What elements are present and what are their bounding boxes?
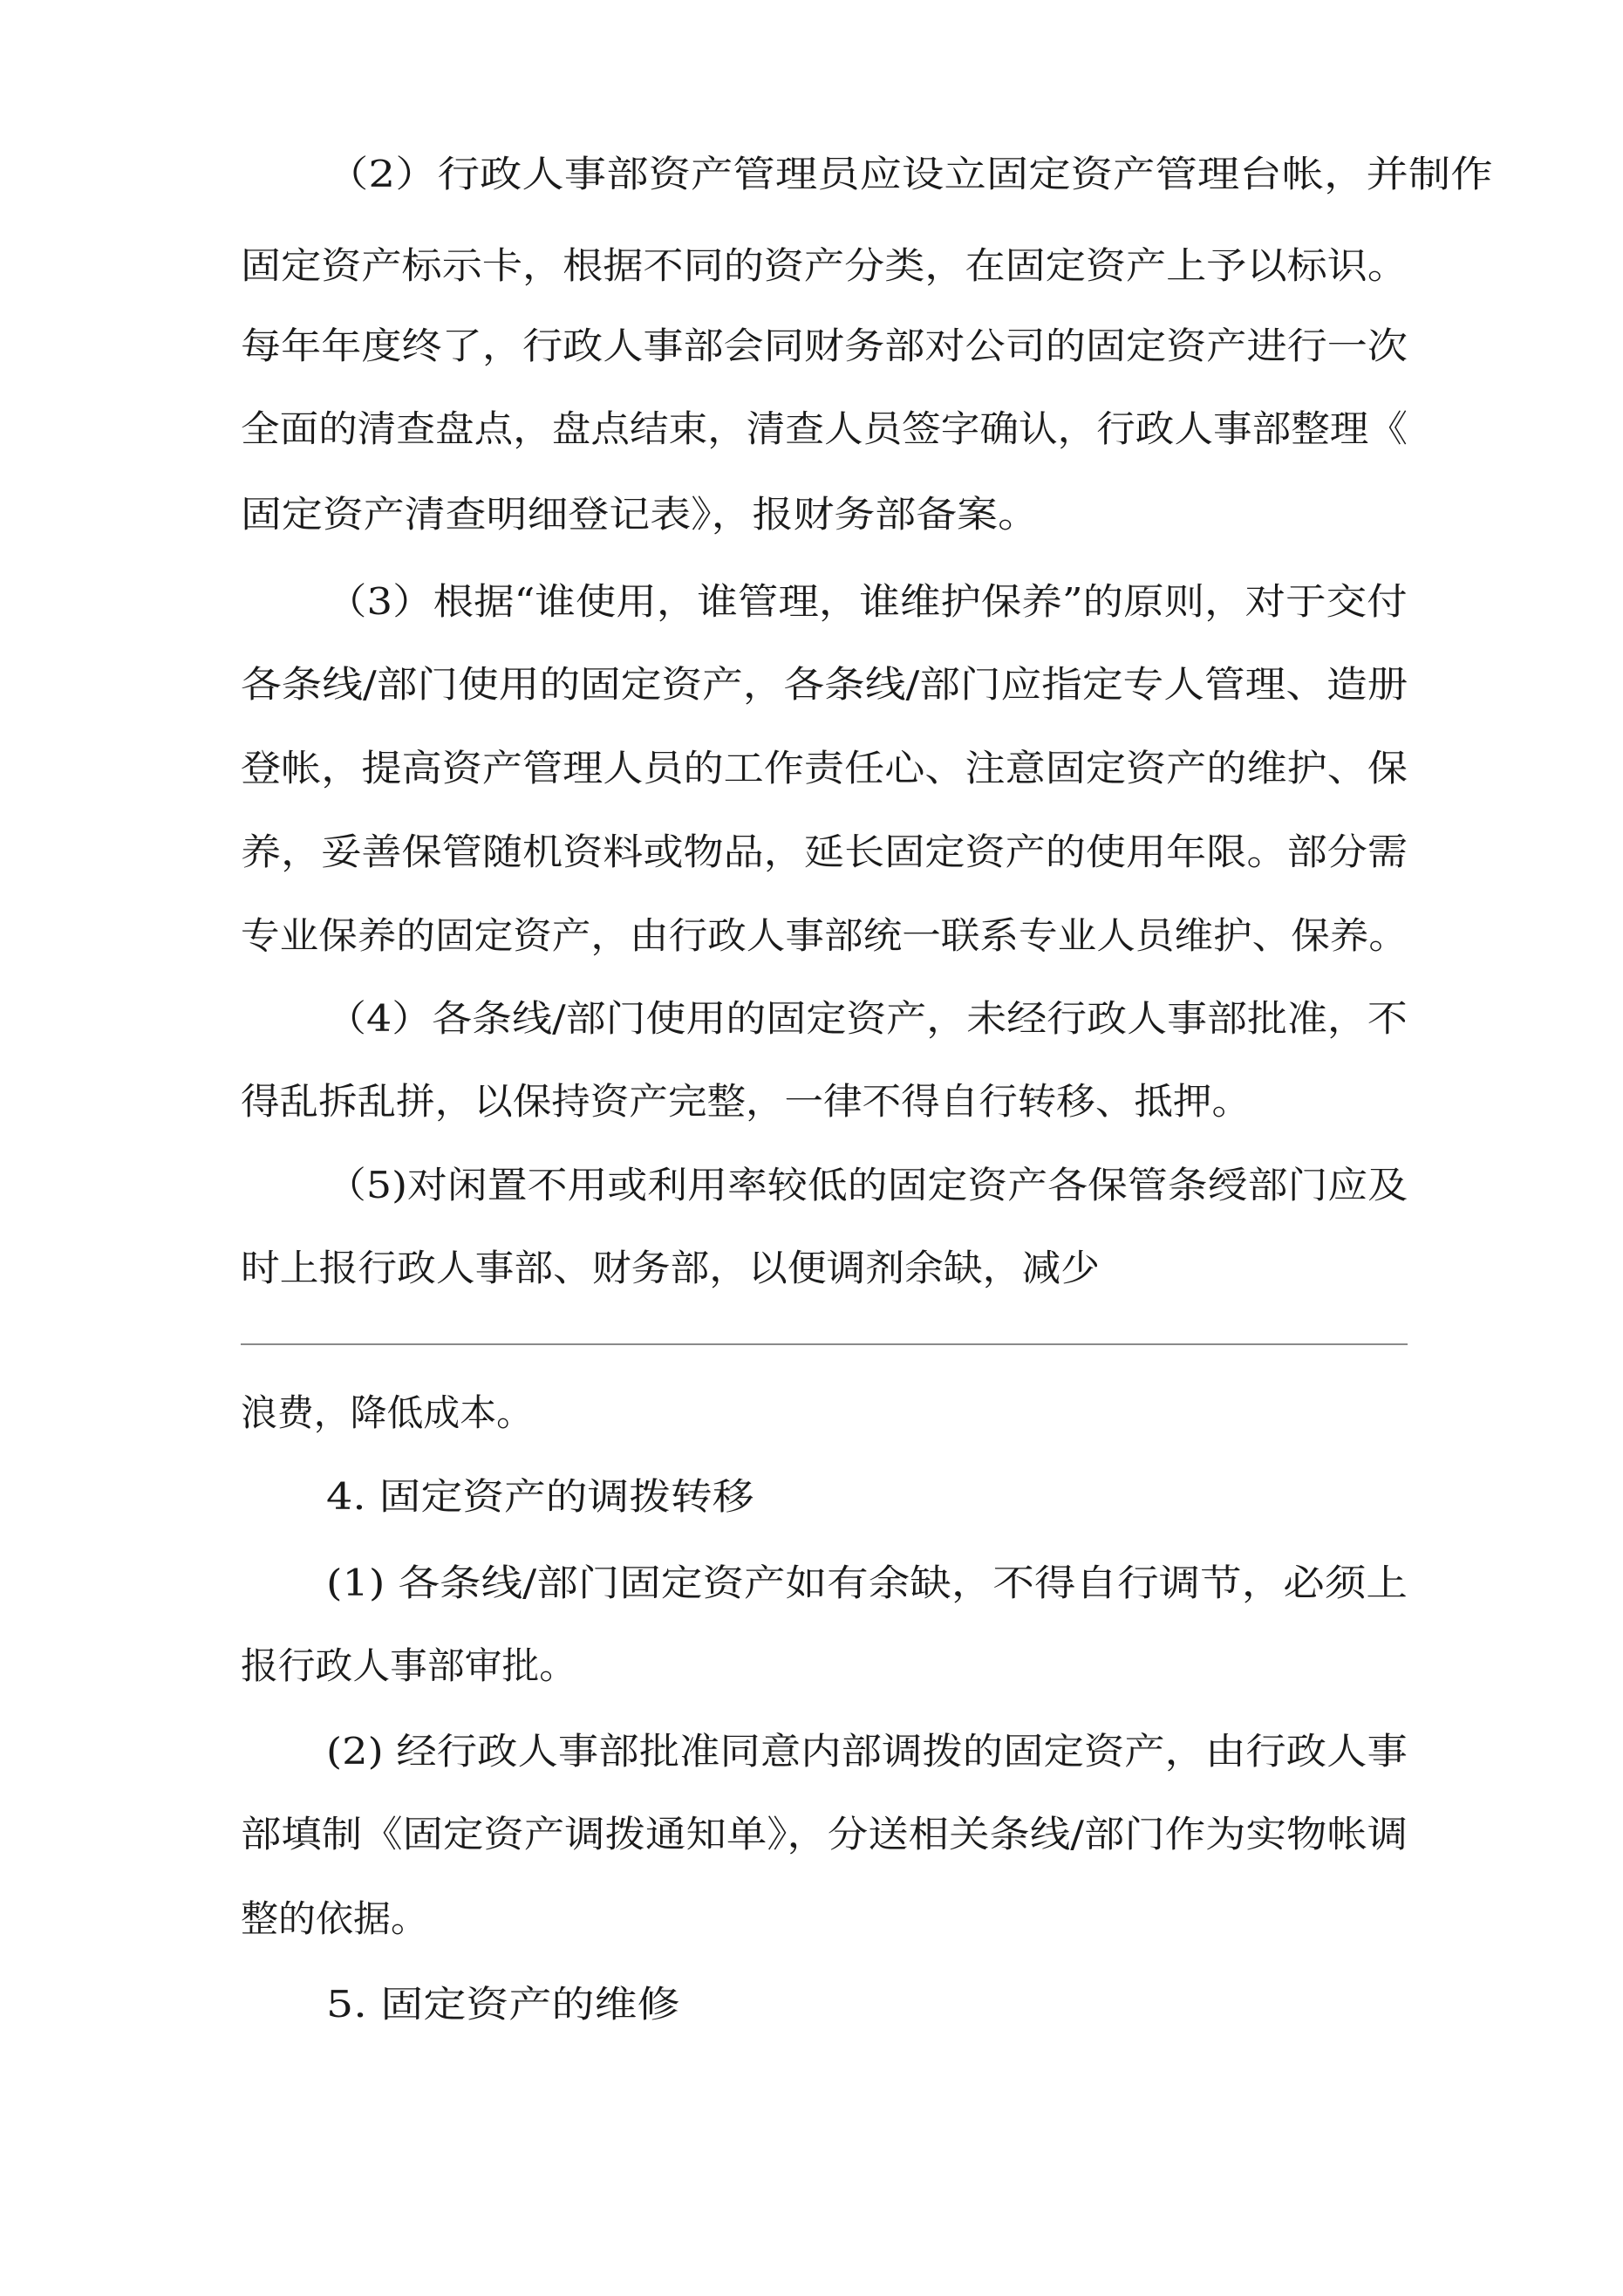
text-line: 登帐，提高资产管理人员的工作责任心、注意固定资产的维护、保 (241, 747, 1408, 789)
text-line: 全面的清查盘点，盘点结束，清查人员签字确认，行政人事部整理《 (241, 407, 1408, 450)
text-line: 养，妥善保管随机资料或物品，延长固定资产的使用年限。部分需 (241, 830, 1408, 873)
text-line: （3）根据“谁使用，谁管理，谁维护保养”的原则，对于交付 (326, 580, 1408, 623)
text-line: 报行政人事部审批。 (241, 1644, 577, 1687)
text-line: (2) 经行政人事部批准同意内部调拨的固定资产，由行政人事 (326, 1730, 1408, 1773)
page-divider (241, 1343, 1408, 1345)
text-line: 每年年度终了，行政人事部会同财务部对公司的固定资产进行一次 (241, 325, 1408, 367)
text-line: 整的依据。 (241, 1897, 429, 1940)
text-line: 专业保养的固定资产，由行政人事部统一联系专业人员维护、保养。 (241, 914, 1408, 957)
text-line: 固定资产清查明细登记表》，报财务部备案。 (241, 493, 1040, 536)
text-line: 固定资产标示卡，根据不同的资产分类，在固定资产上予以标识。 (241, 244, 1408, 287)
text-line: （5)对闲置不用或利用率较低的固定资产各保管条绶部门应及 (326, 1164, 1408, 1206)
text-line: （2）行政人事部资产管理员应设立固定资产管理台帐，并制作 (326, 153, 1493, 195)
text-line: 时上报行政人事部、财务部，以便调剂余缺，减少 (241, 1247, 1101, 1289)
text-line: 部填制《固定资产调拨通知单》，分送相关条线/部门作为实物帐调 (241, 1813, 1408, 1855)
section-heading: 5. 固定资产的维修 (326, 1983, 680, 2026)
text-line: 浪费，降低成本。 (241, 1391, 534, 1434)
section-heading: 4. 固定资产的调拨转移 (326, 1475, 754, 1518)
text-line: 得乱拆乱拼，以保持资产完整，一律不得自行转移、抵押。 (241, 1080, 1251, 1123)
text-line: 各条线/部门使用的固定资产，各条线/部门应指定专人管理、造册 (241, 663, 1408, 706)
text-line: (1) 各条线/部门固定资产如有余缺，不得自行调节，必须上 (326, 1561, 1408, 1604)
text-line: （4）各条线/部门使用的固定资产，未经行政人事部批准，不 (326, 997, 1408, 1040)
